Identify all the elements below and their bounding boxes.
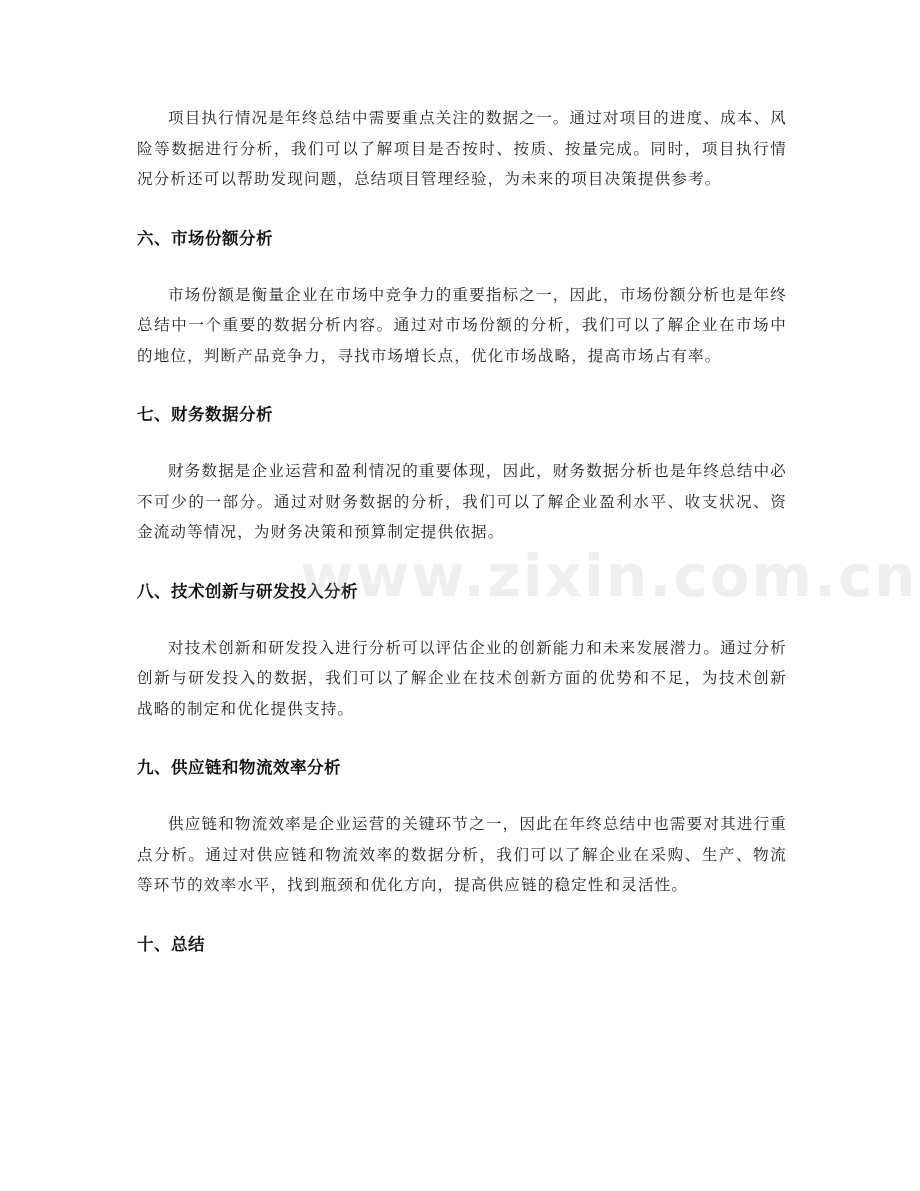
section-heading-supply-chain: 九、供应链和物流效率分析 bbox=[137, 758, 341, 777]
section-heading-tech-innovation: 八、技术创新与研发投入分析 bbox=[137, 581, 358, 601]
section-heading-market-share: 六、市场份额分析 bbox=[137, 228, 273, 248]
section-heading-financial-data: 七、财务数据分析 bbox=[137, 405, 273, 424]
watermark-text: www.zixin.com.cn bbox=[300, 542, 918, 610]
section-paragraph-financial-data: 财务数据是企业运营和盈利情况的重要体现，因此，财务数据分析也是年终总结中必不可少的一部分。通过对财务数据的分析，我们可以了解企业盈利水平、收支状况、资金流动等情况，为财务决策和预算制定提供依据。 bbox=[137, 462, 787, 541]
section-paragraph-market-share: 市场份额是衡量企业在市场中竞争力的重要指标之一，因此，市场份额分析也是年终总结中一个重要的数据分析内容。通过对市场份额的分析，我们可以了解企业在市场中的地位，判断产品竞争力，寻找市场增长点，优化市场战略，提高市场占有率。 bbox=[137, 285, 787, 365]
section-paragraph-tech-innovation: 对技术创新和研发投入进行分析可以评估企业的创新能力和未来发展潜力。通过分析创新与研发投入的数据，我们可以了解企业在技术创新方面的优势和不足，为技术创新战略的制定和优化提供支持。 bbox=[137, 638, 787, 718]
intro-paragraph: 项目执行情况是年终总结中需要重点关注的数据之一。通过对项目的进度、成本、风险等数据进行分析，我们可以了解项目是否按时、按质、按量完成。同时，项目执行情况分析还可以帮助发现问题，总结项目管理经验，为未来的项目决策提供参考。 bbox=[137, 109, 787, 188]
document-content bbox=[137, 103, 787, 960]
section-heading-summary: 十、总结 bbox=[137, 934, 205, 954]
section-paragraph-supply-chain: 供应链和物流效率是企业运营的关键环节之一，因此在年终总结中也需要对其进行重点分析。通过对供应链和物流效率的数据分析，我们可以了解企业在采购、生产、物流等环节的效率水平，找到瓶颈和优化方向，提高供应链的稳定性和灵活性。 bbox=[137, 815, 787, 894]
